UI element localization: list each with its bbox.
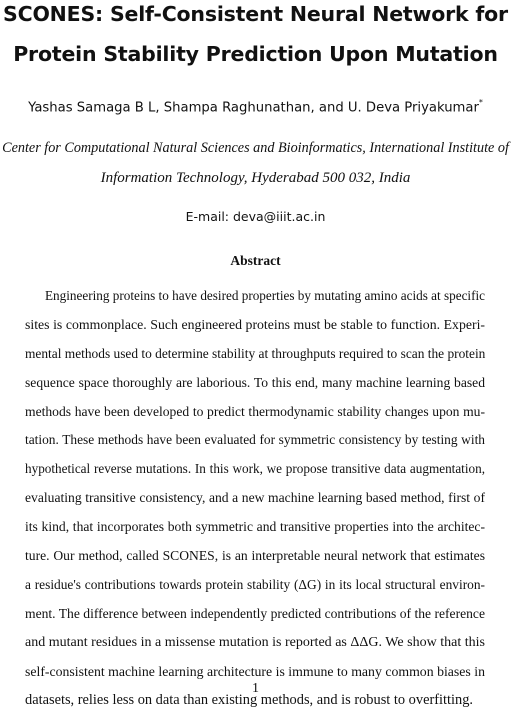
author-list [0,99,511,115]
abstract-line: Engineering proteins to have desired properties by mutating amino acids at specific [45,288,485,303]
abstract-line: a residue's contributions towards protein stability (ΔG) in its local structural environ- [25,576,485,592]
abstract-line: and mutant residues in a missense mutation is reported as ΔΔG. We show that this [25,634,485,650]
abstract-line: ture. Our method, called SCONES, is an interpretable neural network that estimates [25,548,485,564]
abstract-line: self-consistent machine learning architecture is immune to many common biases in [25,663,485,679]
page-number: 1 [252,681,259,696]
author-names: Yashas Samaga B L, Shampa Raghunathan, and U. Deva Priyakumar [28,100,479,116]
abstract-line: sites is commonplace. Such engineered proteins must be stable to function. Experi- [25,316,485,332]
paper-title-line-2: Protein Stability Prediction Upon Mutation [13,42,498,66]
abstract-body [25,282,485,715]
abstract-line: sequence space thoroughly are laborious. To this end, many machine learning based [25,374,485,390]
corresponding-author-mark: * [478,98,483,107]
affiliation-line-2: Information Technology, Hyderabad 500 032, India [100,170,411,186]
affiliation-line-1: Center for Computational Natural Sciences and Bioinformatics, International Institute of [2,140,509,156]
abstract-line: evaluating transitive consistency, and a new machine learning based method, first of [25,490,485,506]
paper-title-line-1: SCONES: Self-Consistent Neural Network for [3,2,508,26]
abstract-heading: Abstract [230,253,281,268]
abstract-line: datasets, relies less on data than existing methods, and is robust to overfitting. [25,692,474,709]
contact-email: E-mail: deva@iiit.ac.in [185,209,326,224]
abstract-line: its kind, that incorporates both symmetric and transitive properties into the architec- [25,519,485,535]
abstract-line: hypothetical reverse mutations. In this work, we propose transitive data augmentation, [25,461,485,477]
abstract-line: methods have been developed to predict thermodynamic stability changes upon mu- [25,403,485,419]
abstract-line: ment. The difference between independently predicted contributions of the reference [25,605,485,621]
abstract-line: mental methods used to determine stability at throughputs required to scan the protein [25,345,486,361]
abstract-line: tation. These methods have been evaluated for symmetric consistency by testing with [25,432,485,448]
